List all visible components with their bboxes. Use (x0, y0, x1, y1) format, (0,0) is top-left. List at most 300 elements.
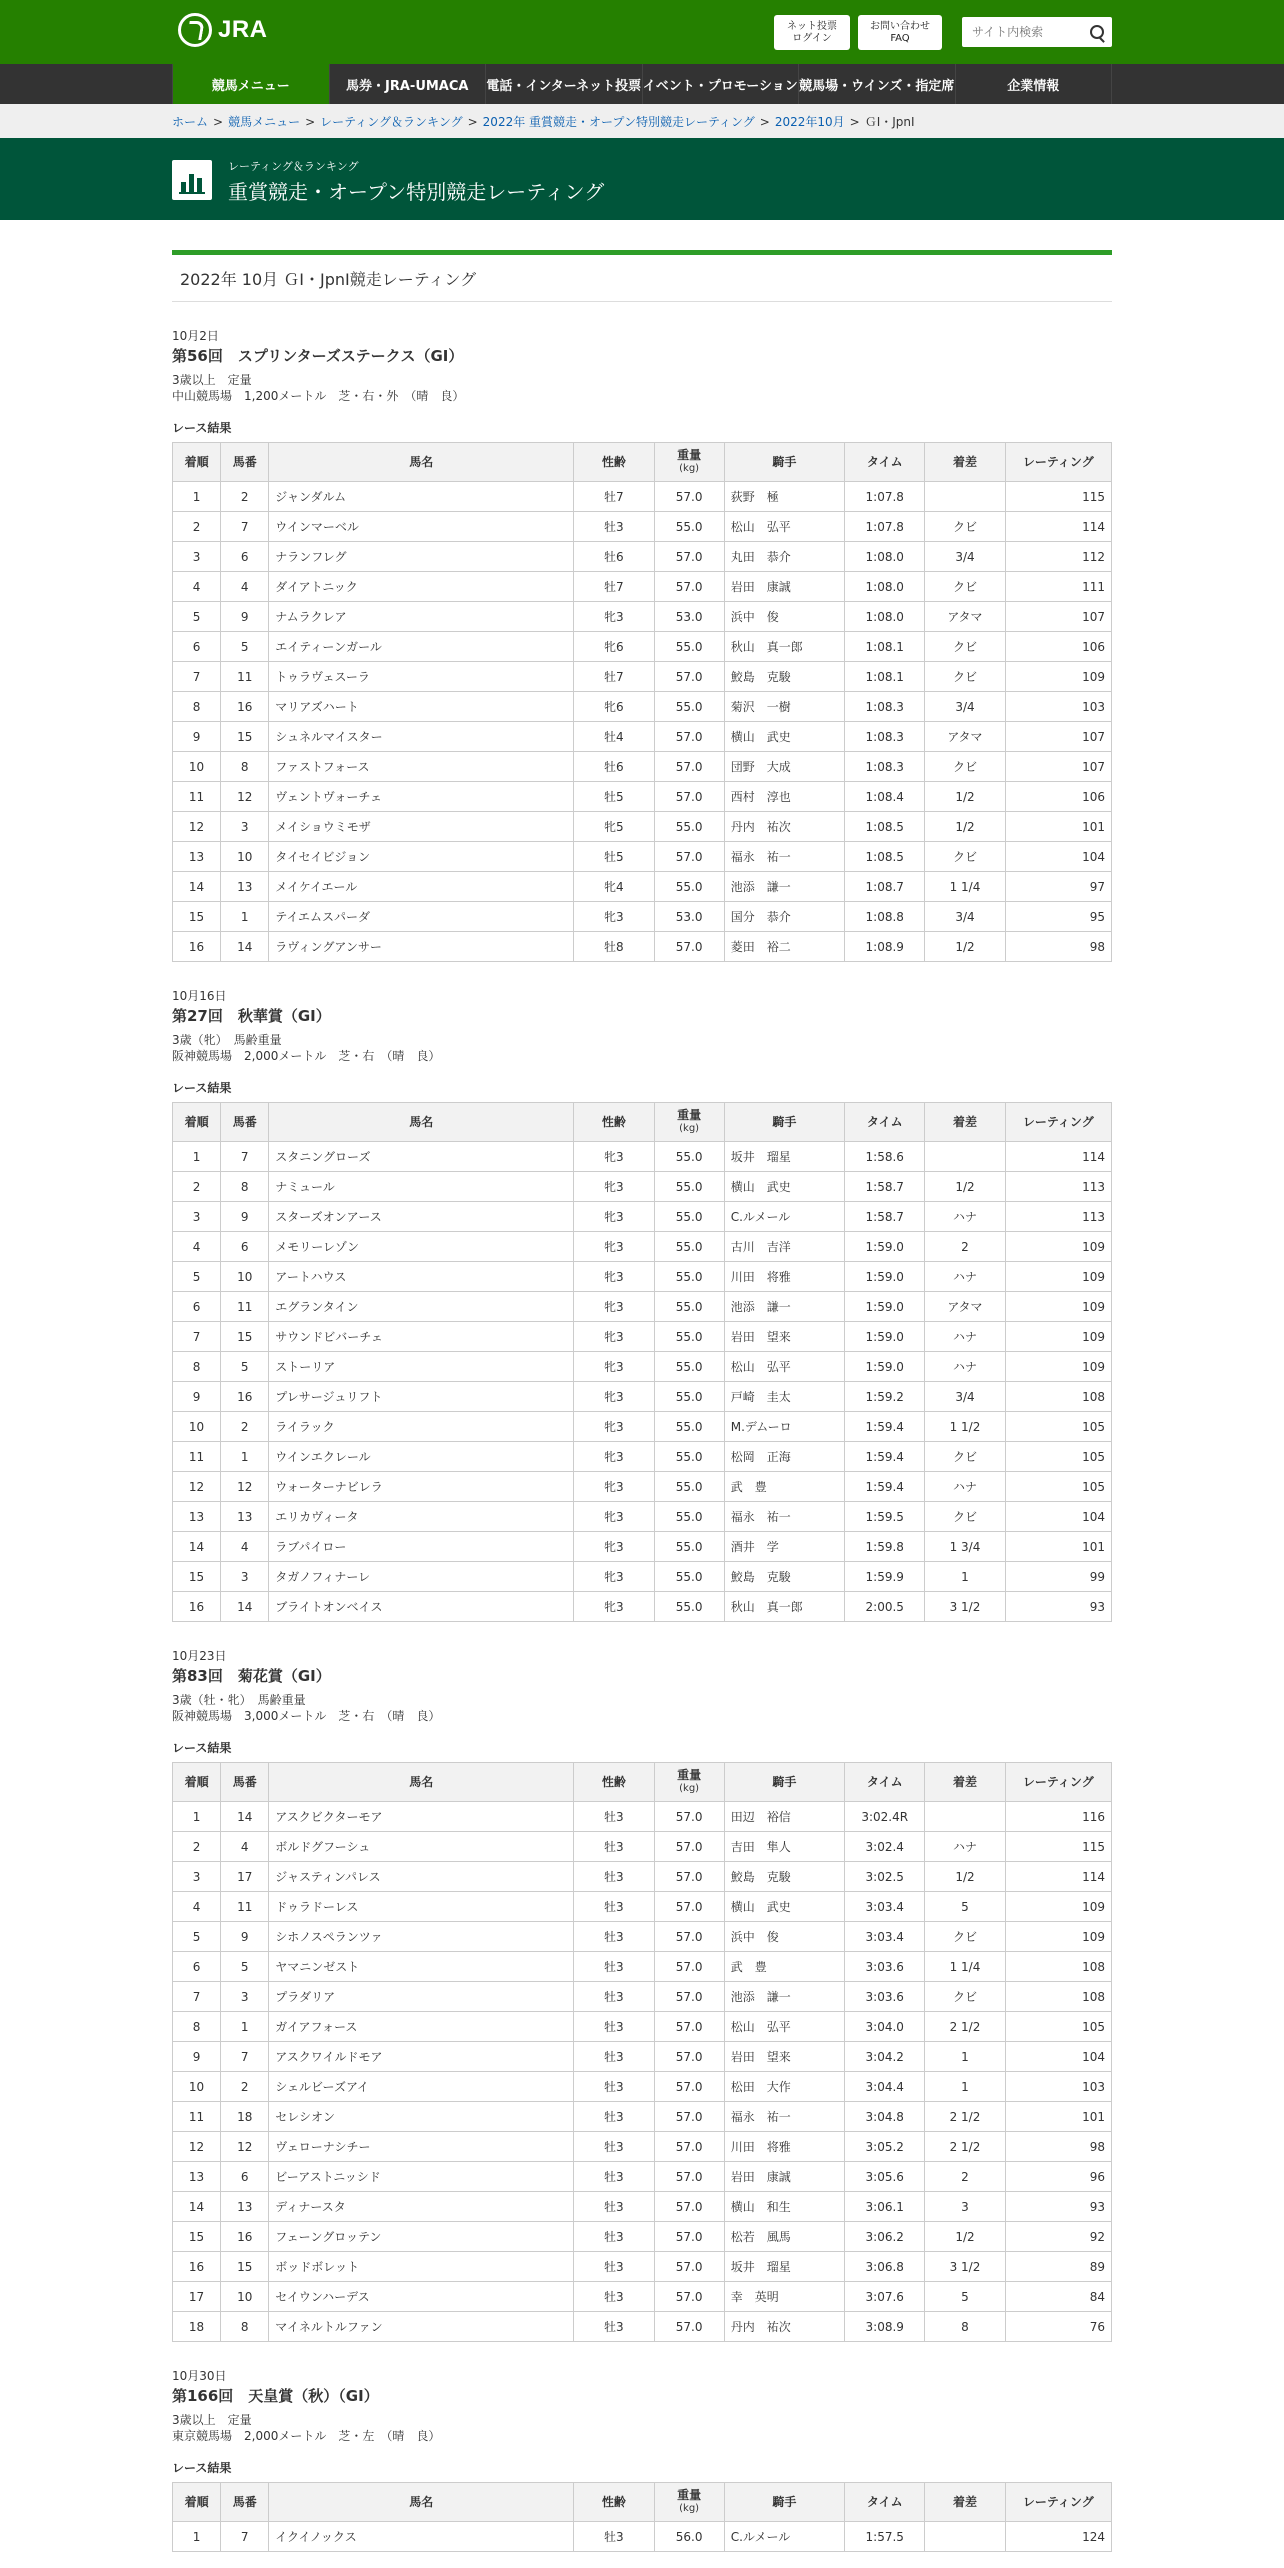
cell-rank: 1 (173, 482, 221, 512)
race-section (172, 2368, 1112, 2552)
cell-weight: 57.0 (654, 2162, 724, 2192)
cell-margin: クビ (925, 752, 1005, 782)
nav-item-racecourse[interactable]: 競馬場・ウインズ・指定席 (798, 64, 955, 104)
cell-time: 1:08.9 (845, 932, 925, 962)
cell-num: 8 (221, 2312, 269, 2342)
cell-rank: 4 (173, 1892, 221, 1922)
cell-rank: 8 (173, 1352, 221, 1382)
cell-margin: 1 1/4 (925, 872, 1005, 902)
cell-weight: 57.0 (654, 1832, 724, 1862)
cell-time: 1:08.0 (845, 572, 925, 602)
th-jockey-label: 騎手 (772, 454, 797, 469)
table-row (173, 1502, 1112, 1532)
cell-rating: 104 (1005, 842, 1111, 872)
cell-rank: 13 (173, 2162, 221, 2192)
cell-horse: エグランタイン (269, 1292, 574, 1322)
cell-horse: ブライトオンベイス (269, 1592, 574, 1622)
cell-rank: 6 (173, 632, 221, 662)
cell-rating: 99 (1005, 1562, 1111, 1592)
cell-margin (925, 2522, 1005, 2552)
breadcrumb-keiba-menu[interactable]: 競馬メニュー (228, 114, 301, 129)
cell-rating: 106 (1005, 632, 1111, 662)
race-date: 10月16日 (172, 989, 227, 1003)
cell-rating: 108 (1005, 1952, 1111, 1982)
th-rating (1005, 1103, 1111, 1142)
cell-rating: 115 (1005, 482, 1111, 512)
cell-num: 4 (221, 1532, 269, 1562)
table-row (173, 692, 1112, 722)
table-row (173, 1862, 1112, 1892)
breadcrumb-home[interactable]: ホーム (172, 114, 209, 129)
cell-num: 14 (221, 932, 269, 962)
cell-rating: 108 (1005, 1982, 1111, 2012)
cell-weight: 55.0 (654, 1322, 724, 1352)
cell-sexage: 牡3 (574, 1832, 654, 1862)
th-jockey-label: 騎手 (772, 1114, 797, 1129)
cell-weight: 55.0 (654, 1502, 724, 1532)
table-row (173, 872, 1112, 902)
cell-horse: ボッドボレット (269, 2252, 574, 2282)
cell-weight: 57.0 (654, 2222, 724, 2252)
cell-rating: 105 (1005, 2012, 1111, 2042)
cell-rating: 84 (1005, 2282, 1111, 2312)
cell-margin: 5 (925, 2282, 1005, 2312)
cell-jockey: 鮫島 克駿 (724, 662, 844, 692)
cell-margin: 1/2 (925, 2222, 1005, 2252)
cell-rating: 103 (1005, 2072, 1111, 2102)
faq-button[interactable] (858, 15, 942, 50)
cell-horse: ナミュール (269, 1172, 574, 1202)
cell-horse: セレシオン (269, 2102, 574, 2132)
cell-jockey: 西村 淳也 (724, 782, 844, 812)
cell-rank: 6 (173, 1952, 221, 1982)
table-row (173, 572, 1112, 602)
cell-horse: ビーアストニッシド (269, 2162, 574, 2192)
race-date: 10月30日 (172, 2369, 227, 2383)
cell-jockey: 秋山 真一郎 (724, 632, 844, 662)
th-sexage (574, 443, 654, 482)
cell-margin: 1/2 (925, 932, 1005, 962)
cell-margin: 5 (925, 1892, 1005, 1922)
cell-num: 3 (221, 1562, 269, 1592)
site-search (962, 17, 1112, 47)
cell-time: 1:08.0 (845, 542, 925, 572)
cell-num: 11 (221, 1292, 269, 1322)
race-results-label: レース結果 (172, 2461, 232, 2475)
cell-jockey: 岩田 望来 (724, 1322, 844, 1352)
cell-rating: 93 (1005, 2192, 1111, 2222)
cell-rank: 8 (173, 692, 221, 722)
cell-rank: 15 (173, 1562, 221, 1592)
cell-sexage: 牡8 (574, 932, 654, 962)
cell-jockey: 国分 恭介 (724, 902, 844, 932)
cell-num: 18 (221, 2102, 269, 2132)
cell-sexage: 牝3 (574, 1172, 654, 1202)
th-rank-label: 着順 (184, 1774, 209, 1789)
cell-sexage: 牡6 (574, 542, 654, 572)
nav-item-baken[interactable]: 馬券・JRA-UMACA (329, 64, 486, 104)
cell-time: 1:59.2 (845, 1382, 925, 1412)
cell-sexage: 牡3 (574, 1922, 654, 1952)
cell-jockey: 池添 謙一 (724, 872, 844, 902)
cell-num: 15 (221, 1322, 269, 1352)
cell-horse: メイショウミモザ (269, 812, 574, 842)
th-horse (269, 2483, 574, 2522)
cell-num: 13 (221, 872, 269, 902)
cell-jockey: 横山 武史 (724, 722, 844, 752)
cell-jockey: 岩田 望来 (724, 2042, 844, 2072)
cell-horse: アスクビクターモア (269, 1802, 574, 1832)
th-rank-label: 着順 (184, 1114, 209, 1129)
cell-rating: 105 (1005, 1442, 1111, 1472)
race-results-table (172, 1102, 1112, 1622)
cell-margin: 1/2 (925, 1172, 1005, 1202)
cell-horse: イクイノックス (269, 2522, 574, 2552)
cell-time: 3:03.6 (845, 1952, 925, 1982)
cell-sexage: 牡5 (574, 782, 654, 812)
cell-time: 1:59.9 (845, 1562, 925, 1592)
cell-num: 10 (221, 2282, 269, 2312)
cell-jockey: 横山 和生 (724, 2192, 844, 2222)
cell-weight: 55.0 (654, 872, 724, 902)
th-weight (654, 1763, 724, 1802)
cell-weight: 53.0 (654, 902, 724, 932)
th-weight (654, 1103, 724, 1142)
cell-margin: 2 1/2 (925, 2132, 1005, 2162)
cell-weight: 57.0 (654, 542, 724, 572)
cell-time: 1:08.1 (845, 632, 925, 662)
cell-rank: 16 (173, 932, 221, 962)
cell-sexage: 牡3 (574, 2192, 654, 2222)
cell-time: 2:00.5 (845, 1592, 925, 1622)
cell-jockey: 松若 風馬 (724, 2222, 844, 2252)
cell-margin: 3/4 (925, 542, 1005, 572)
cell-num: 6 (221, 542, 269, 572)
cell-jockey: 松岡 正海 (724, 1442, 844, 1472)
race-conditions: 3歳以上 定量 (172, 373, 252, 387)
cell-jockey: 坂井 瑠星 (724, 1142, 844, 1172)
cell-weight: 57.0 (654, 2252, 724, 2282)
cell-sexage: 牝3 (574, 1352, 654, 1382)
cell-weight: 55.0 (654, 1262, 724, 1292)
cell-num: 4 (221, 1832, 269, 1862)
cell-weight: 55.0 (654, 1442, 724, 1472)
cell-num: 9 (221, 602, 269, 632)
cell-rating: 109 (1005, 1262, 1111, 1292)
cell-rank: 12 (173, 2132, 221, 2162)
race-course: 東京競馬場 2,000メートル 芝・左 （晴 良） (172, 2429, 441, 2443)
cell-horse: プレサージュリフト (269, 1382, 574, 1412)
cell-horse: ラヴィングアンサー (269, 932, 574, 962)
cell-sexage: 牝3 (574, 1412, 654, 1442)
cell-weight: 55.0 (654, 1472, 724, 1502)
cell-weight: 55.0 (654, 1292, 724, 1322)
cell-weight: 57.0 (654, 2132, 724, 2162)
th-jockey (724, 1763, 844, 1802)
th-rank (173, 2483, 221, 2522)
cell-jockey: 武 豊 (724, 1952, 844, 1982)
cell-time: 1:59.5 (845, 1502, 925, 1532)
bar-chart-icon (172, 160, 212, 200)
cell-num: 14 (221, 1592, 269, 1622)
race-section (172, 328, 1112, 962)
cell-jockey: 池添 謙一 (724, 1292, 844, 1322)
search-input[interactable] (970, 18, 1088, 46)
cell-margin: ハナ (925, 1472, 1005, 1502)
cell-num: 1 (221, 1442, 269, 1472)
cell-rank: 2 (173, 1832, 221, 1862)
table-row (173, 752, 1112, 782)
th-time-label: タイム (866, 1114, 903, 1129)
th-num-label: 馬番 (232, 1114, 257, 1129)
cell-rating: 98 (1005, 2132, 1111, 2162)
cell-jockey: 丹内 祐次 (724, 812, 844, 842)
cell-time: 3:06.2 (845, 2222, 925, 2252)
cell-jockey: 横山 武史 (724, 1892, 844, 1922)
cell-rank: 1 (173, 2522, 221, 2552)
jra-logo[interactable] (178, 13, 268, 47)
race-date: 10月23日 (172, 1649, 227, 1663)
cell-margin: 1 (925, 1562, 1005, 1592)
cell-horse: ウォーターナビレラ (269, 1472, 574, 1502)
table-row (173, 1292, 1112, 1322)
cell-time: 1:08.7 (845, 872, 925, 902)
cell-horse: ボルドグフーシュ (269, 1832, 574, 1862)
cell-horse: ダイアトニック (269, 572, 574, 602)
th-jockey (724, 1103, 844, 1142)
cell-margin: 1/2 (925, 1862, 1005, 1892)
cell-rank: 5 (173, 1262, 221, 1292)
th-weight-label: 重量 (677, 1108, 702, 1122)
cell-rank: 10 (173, 1412, 221, 1442)
cell-sexage: 牡3 (574, 2132, 654, 2162)
race-results-label: レース結果 (172, 421, 232, 435)
table-row (173, 1352, 1112, 1382)
cell-margin: 3 1/2 (925, 2252, 1005, 2282)
cell-time: 3:05.6 (845, 2162, 925, 2192)
table-row (173, 2042, 1112, 2072)
table-row (173, 2312, 1112, 2342)
cell-rating: 109 (1005, 1892, 1111, 1922)
table-row (173, 1562, 1112, 1592)
cell-weight: 57.0 (654, 482, 724, 512)
race-results-table (172, 1762, 1112, 2342)
th-horse (269, 1103, 574, 1142)
th-num (221, 1763, 269, 1802)
table-row (173, 1202, 1112, 1232)
table-row (173, 1952, 1112, 1982)
th-rank (173, 1103, 221, 1142)
table-row (173, 1832, 1112, 1862)
th-weight-label: 重量 (677, 1768, 702, 1782)
cell-margin: クビ (925, 632, 1005, 662)
cell-sexage: 牡7 (574, 572, 654, 602)
cell-num: 13 (221, 2192, 269, 2222)
cell-rank: 1 (173, 1142, 221, 1172)
th-rank (173, 1763, 221, 1802)
month-title: 2022年 10月 ＧⅠ・JpnⅠ競走レーティング (172, 250, 1112, 302)
cell-sexage: 牝3 (574, 1262, 654, 1292)
net-login-line1: ネット投票 (787, 20, 837, 32)
cell-weight: 57.0 (654, 2042, 724, 2072)
th-horse-label: 馬名 (409, 454, 434, 469)
cell-time: 3:03.4 (845, 1892, 925, 1922)
cell-time: 3:04.8 (845, 2102, 925, 2132)
cell-horse: メイケイエール (269, 872, 574, 902)
th-jockey-label: 騎手 (772, 2494, 797, 2509)
cell-rating: 89 (1005, 2252, 1111, 2282)
breadcrumb-2022-rating[interactable]: 2022年 重賞競走・オープン特別競走レーティング (482, 114, 755, 129)
nav-item-keiba-menu[interactable]: 競馬メニュー (172, 64, 329, 104)
cell-rank: 11 (173, 1442, 221, 1472)
cell-margin: アタマ (925, 602, 1005, 632)
cell-weight: 57.0 (654, 722, 724, 752)
cell-jockey: 菊沢 一樹 (724, 692, 844, 722)
table-row (173, 1172, 1112, 1202)
th-jockey (724, 2483, 844, 2522)
cell-jockey: 丹内 祐次 (724, 2312, 844, 2342)
th-margin-label: 着差 (952, 454, 977, 469)
cell-margin: アタマ (925, 722, 1005, 752)
th-rank-label: 着順 (184, 454, 209, 469)
th-margin (925, 1763, 1005, 1802)
cell-time: 1:07.8 (845, 512, 925, 542)
cell-horse: アスクワイルドモア (269, 2042, 574, 2072)
cell-sexage: 牡6 (574, 752, 654, 782)
table-row (173, 2102, 1112, 2132)
cell-horse: マリアズハート (269, 692, 574, 722)
cell-sexage: 牡3 (574, 2282, 654, 2312)
cell-rating: 107 (1005, 752, 1111, 782)
cell-margin (925, 1142, 1005, 1172)
cell-jockey: 福永 祐一 (724, 842, 844, 872)
th-weight-unit: (kg) (679, 1123, 700, 1134)
cell-time: 3:06.8 (845, 2252, 925, 2282)
faq-line2: FAQ (890, 32, 910, 44)
cell-sexage: 牡3 (574, 512, 654, 542)
th-weight-unit: (kg) (679, 1783, 700, 1794)
cell-margin: クビ (925, 1442, 1005, 1472)
cell-time: 1:59.0 (845, 1262, 925, 1292)
cell-horse: ナランフレグ (269, 542, 574, 572)
th-time-label: タイム (866, 2494, 903, 2509)
cell-sexage: 牡7 (574, 662, 654, 692)
cell-jockey: 菱田 裕二 (724, 932, 844, 962)
cell-rating: 116 (1005, 1802, 1111, 1832)
cell-weight: 57.0 (654, 932, 724, 962)
th-rank-label: 着順 (184, 2494, 209, 2509)
cell-time: 3:03.4 (845, 1922, 925, 1952)
net-login-button[interactable] (774, 15, 850, 50)
th-horse-label: 馬名 (409, 1114, 434, 1129)
table-row (173, 1382, 1112, 1412)
cell-horse: ヴェローナシチー (269, 2132, 574, 2162)
breadcrumb-rating[interactable]: レーティング＆ランキング (320, 114, 463, 129)
cell-jockey: 岩田 康誠 (724, 572, 844, 602)
table-row (173, 662, 1112, 692)
cell-margin: 1 3/4 (925, 1532, 1005, 1562)
cell-time: 3:02.4R (845, 1802, 925, 1832)
cell-jockey: 池添 謙一 (724, 1982, 844, 2012)
race-course: 阪神競馬場 3,000メートル 芝・右 （晴 良） (172, 1709, 441, 1723)
cell-num: 15 (221, 2252, 269, 2282)
cell-num: 13 (221, 1502, 269, 1532)
cell-num: 4 (221, 572, 269, 602)
cell-rating: 109 (1005, 662, 1111, 692)
nav-item-vote[interactable]: 電話・インターネット投票 (485, 64, 642, 104)
th-weight-label: 重量 (677, 448, 702, 462)
cell-weight: 55.0 (654, 1202, 724, 1232)
cell-time: 1:58.7 (845, 1172, 925, 1202)
cell-weight: 55.0 (654, 512, 724, 542)
cell-sexage: 牝3 (574, 602, 654, 632)
cell-horse: ストーリア (269, 1352, 574, 1382)
th-rating (1005, 2483, 1111, 2522)
th-margin-label: 着差 (952, 1114, 977, 1129)
cell-rank: 14 (173, 872, 221, 902)
table-row (173, 2282, 1112, 2312)
cell-weight: 55.0 (654, 692, 724, 722)
cell-margin: 2 1/2 (925, 2102, 1005, 2132)
breadcrumb-2022-10[interactable]: 2022年10月 (774, 114, 845, 129)
cell-num: 14 (221, 1802, 269, 1832)
cell-num: 7 (221, 2522, 269, 2552)
cell-sexage: 牡4 (574, 722, 654, 752)
cell-rank: 17 (173, 2282, 221, 2312)
cell-sexage: 牝6 (574, 692, 654, 722)
race-conditions: 3歳（牡・牝） 馬齢重量 (172, 1693, 306, 1707)
cell-jockey: 秋山 真一郎 (724, 1592, 844, 1622)
nav-item-company[interactable]: 企業情報 (955, 64, 1113, 104)
cell-horse: スタニングローズ (269, 1142, 574, 1172)
table-row (173, 2222, 1112, 2252)
race-results-label: レース結果 (172, 1081, 232, 1095)
cell-rating: 103 (1005, 692, 1111, 722)
cell-time: 1:58.6 (845, 1142, 925, 1172)
cell-horse: トゥラヴェスーラ (269, 662, 574, 692)
th-jockey (724, 443, 844, 482)
cell-weight: 57.0 (654, 2282, 724, 2312)
cell-rating: 124 (1005, 2522, 1111, 2552)
cell-horse: ヤマニンゼスト (269, 1952, 574, 1982)
search-icon[interactable] (1090, 25, 1104, 39)
table-row (173, 1142, 1112, 1172)
nav-item-event[interactable]: イベント・プロモーション (642, 64, 799, 104)
cell-horse: シュネルマイスター (269, 722, 574, 752)
th-weight-unit: (kg) (679, 2503, 700, 2514)
table-row (173, 1802, 1112, 1832)
cell-rank: 15 (173, 902, 221, 932)
th-rating-label: レーティング (1022, 2494, 1094, 2509)
cell-rating: 114 (1005, 1862, 1111, 1892)
table-row (173, 2012, 1112, 2042)
cell-num: 16 (221, 692, 269, 722)
cell-rank: 15 (173, 2222, 221, 2252)
cell-sexage: 牝3 (574, 902, 654, 932)
cell-rank: 7 (173, 1982, 221, 2012)
cell-jockey: 松山 弘平 (724, 1352, 844, 1382)
cell-time: 1:59.8 (845, 1532, 925, 1562)
main-content (172, 250, 1112, 2552)
cell-horse: スターズオンアース (269, 1202, 574, 1232)
cell-time: 3:08.9 (845, 2312, 925, 2342)
cell-sexage: 牡3 (574, 2312, 654, 2342)
cell-time: 1:08.1 (845, 662, 925, 692)
cell-time: 1:08.3 (845, 722, 925, 752)
cell-weight: 57.0 (654, 1922, 724, 1952)
cell-weight: 57.0 (654, 842, 724, 872)
cell-rank: 4 (173, 572, 221, 602)
